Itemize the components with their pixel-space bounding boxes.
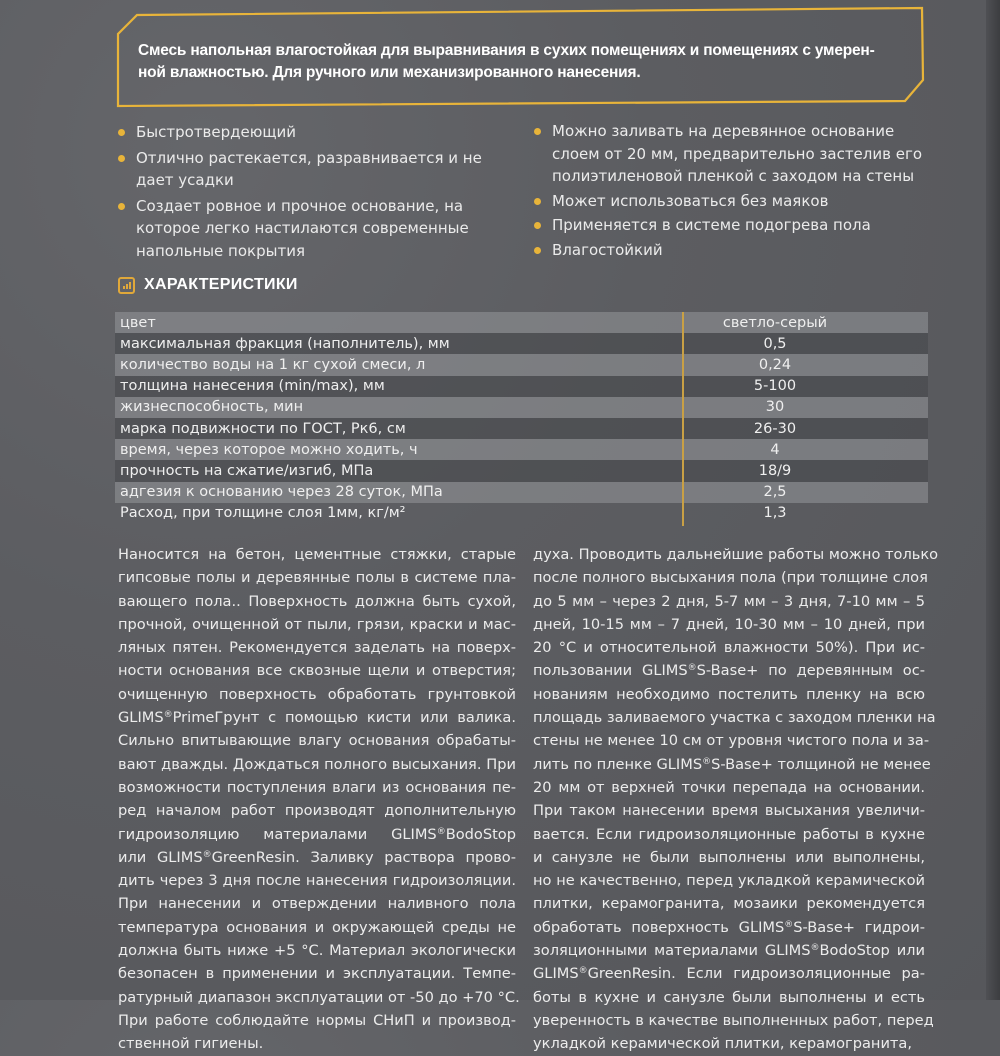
table-column-divider [682, 312, 684, 526]
instruction-line: до 5 мм – через 2 дня, 5-7 мм – 3 дня, 7-10 мм – 5 [533, 592, 925, 610]
instruction-line: Сильно впитывающие влагу основания обрабаты- [118, 732, 516, 750]
instruction-line: GLIMS®GreenResin. Если гидроизоляционные ра- [533, 965, 925, 983]
bullet-icon [534, 198, 541, 205]
spec-name: жизнеспособность, мин [120, 399, 304, 416]
spec-name: цвет [120, 314, 156, 331]
feature-item: Быстротвердеющий [117, 121, 517, 144]
instruction-line: золяционными материалами GLIMS®BodoStop или [533, 942, 925, 960]
instruction-line: пользовании GLIMS®S-Base+ по деревянным ос- [533, 662, 926, 680]
spec-name: максимальная фракция (наполнитель), мм [120, 335, 450, 352]
characteristics-table [115, 312, 928, 524]
spec-value: 2,5 [763, 484, 787, 501]
bullet-icon [118, 155, 125, 162]
instruction-line: вают дважды. Дождаться полного высыхания. При [118, 755, 516, 773]
instruction-line: нованиям необходимо постелить пленку на всю [533, 685, 925, 703]
instruction-line: ности основания все сквозные щели и отверстия; [118, 662, 516, 680]
table-row [115, 354, 928, 375]
spec-name: прочность на сжатие/изгиб, МПа [120, 462, 374, 479]
instruction-line: дить через 3 дня после нанесения гидроизоляции. [118, 872, 516, 890]
instruction-line: ратурный диапазон эксплуатации от -50 до +70 °С. [118, 988, 520, 1006]
instruction-line: и санузле не были выполнены или выполнены, [533, 848, 925, 866]
description-line: ной влажностью. Для ручного или механизированного нанесения. [138, 64, 641, 81]
spec-name: количество воды на 1 кг сухой смеси, л [120, 356, 426, 373]
table-row [115, 418, 928, 439]
instruction-line: возможности поступления влаги из основания пе- [118, 778, 516, 796]
instruction-line: 20 °С и относительной влажности 50%). При ис- [533, 639, 925, 657]
feature-item: Отлично растекается, разравнивается и не дает усадки [117, 147, 517, 192]
features-list-left [117, 121, 517, 265]
bullet-icon [534, 247, 541, 254]
instruction-line: прочной, очищенной от пыли, грязи, краски и мас- [118, 615, 516, 633]
table-row [115, 482, 928, 503]
instruction-line: При таком нанесении время высыхания увеличи- [533, 802, 925, 820]
instruction-line: 20 мм от верхней точки перепада на основании. [533, 778, 925, 796]
table-row [115, 312, 928, 333]
instruction-line: обработать поверхность GLIMS®S-Base+ гидрои- [533, 918, 925, 936]
table-row [115, 503, 928, 524]
spec-value: 1,3 [763, 505, 787, 522]
product-description [138, 40, 918, 84]
spec-value: 30 [765, 399, 785, 416]
instruction-line: температура основания и окружающей среды не [118, 918, 516, 936]
bullet-icon [534, 128, 541, 135]
spec-name: Расход, при толщине слоя 1мм, кг/м² [120, 505, 406, 522]
instruction-line: гипсовые полы и деревянные полы в системе пла- [118, 569, 516, 587]
instructions-column-left [118, 543, 520, 1056]
feature-item: Влагостойкий [533, 239, 928, 262]
characteristics-heading [118, 276, 298, 294]
instruction-line: безопасен в применении и эксплуатации. Темпе- [118, 965, 516, 983]
spec-name: время, через которое можно ходить, ч [120, 441, 418, 458]
instruction-line: ственной гигиены. [118, 1035, 264, 1053]
bar-chart-icon [118, 277, 135, 294]
section-title: ХАРАКТЕРИСТИКИ [144, 276, 298, 293]
spec-value: 5-100 [753, 378, 797, 395]
instruction-line: Наносится на бетон, цементные стяжки, старые [118, 546, 516, 563]
instruction-line: боты в кухне и санузле были выполнены и есть [533, 988, 925, 1006]
spec-value: 0,24 [758, 356, 792, 373]
spec-name: толщина нанесения (min/max), мм [120, 378, 385, 395]
instruction-line: дней, 10-15 мм – 7 дней, 10-30 мм – 10 дней, при [533, 615, 925, 633]
instruction-line: ред началом работ производят дополнительную [118, 802, 516, 820]
instruction-line: после полного высыхания пола (при толщине слоя [533, 569, 928, 587]
instruction-line: но не качественно, перед укладкой керамической [533, 872, 925, 890]
spec-name: адгезия к основанию через 28 суток, МПа [120, 484, 443, 501]
instruction-line: ляных пятен. Рекомендуется заделать на поверх- [118, 639, 516, 657]
table-row [115, 439, 928, 460]
page-edge-shadow [986, 0, 1000, 1000]
table-row [115, 397, 928, 418]
feature-item: Может использоваться без маяков [533, 190, 928, 213]
description-line: Смесь напольная влагостойкая для выравнивания в сухих помещениях и помещениях с умерен- [138, 42, 875, 59]
instruction-line: вается. Если гидроизоляционные работы в кухне [533, 825, 925, 843]
features-list-right [533, 120, 928, 263]
instruction-line: или GLIMS®GreenResin. Заливку раствора прово- [118, 848, 516, 866]
spec-value: светло-серый [722, 314, 828, 331]
table-row [115, 376, 928, 397]
instruction-line: лить по пленке GLIMS®S-Base+ толщиной не менее [533, 755, 931, 773]
instruction-line: духа. Проводить дальнейшие работы можно только [533, 546, 939, 563]
feature-item: Можно заливать на деревянное основание слоем от 20 мм, предварительно застелив его полиэтиленовой пленкой с заходом на стены [533, 120, 928, 188]
instruction-line: При работе соблюдайте нормы СНиП и производ- [118, 1011, 516, 1029]
instruction-line: должна быть ниже +5 °С. Материал экологически [118, 942, 516, 960]
instructions-column-right [533, 543, 939, 1056]
feature-item: Применяется в системе подогрева пола [533, 214, 928, 237]
instruction-line: При нанесении и отверждении наливного пола [118, 895, 516, 913]
instruction-line: вающего пола.. Поверхность должна быть сухой, [118, 592, 516, 610]
bullet-icon [534, 222, 541, 229]
spec-value: 0,5 [763, 335, 787, 352]
instruction-line: стены не менее 10 см от уровня чистого пола и за- [533, 732, 930, 750]
feature-item: Создает ровное и прочное основание, на которое легко настилаются современные напольные покрытия [117, 195, 517, 263]
spec-value: 26-30 [753, 420, 797, 437]
bullet-icon [118, 203, 125, 210]
instruction-line: очищенную поверхность обработать грунтовкой [118, 685, 516, 703]
product-description-callout [0, 0, 1000, 120]
spec-value: 4 [770, 441, 780, 458]
spec-value: 18/9 [758, 462, 792, 479]
bullet-icon [118, 129, 125, 136]
table-row [115, 460, 928, 481]
instruction-line: уверенность в качестве выполненных работ, перед [533, 1011, 934, 1029]
table-row [115, 333, 928, 354]
instruction-line: укладкой керамической плитки, керамогранита, [533, 1035, 913, 1053]
instruction-line: GLIMS®PrimeГрунт с помощью кисти или валика. [118, 709, 516, 727]
instruction-line: площадь заливаемого участка с заходом пленки на [533, 709, 936, 727]
spec-name: марка подвижности по ГОСТ, Рк6, см [120, 420, 406, 437]
instruction-line: гидроизоляцию материалами GLIMS®BodoStop [118, 825, 516, 843]
instruction-line: плитки, керамогранита, мозаики рекомендуется [533, 895, 925, 913]
